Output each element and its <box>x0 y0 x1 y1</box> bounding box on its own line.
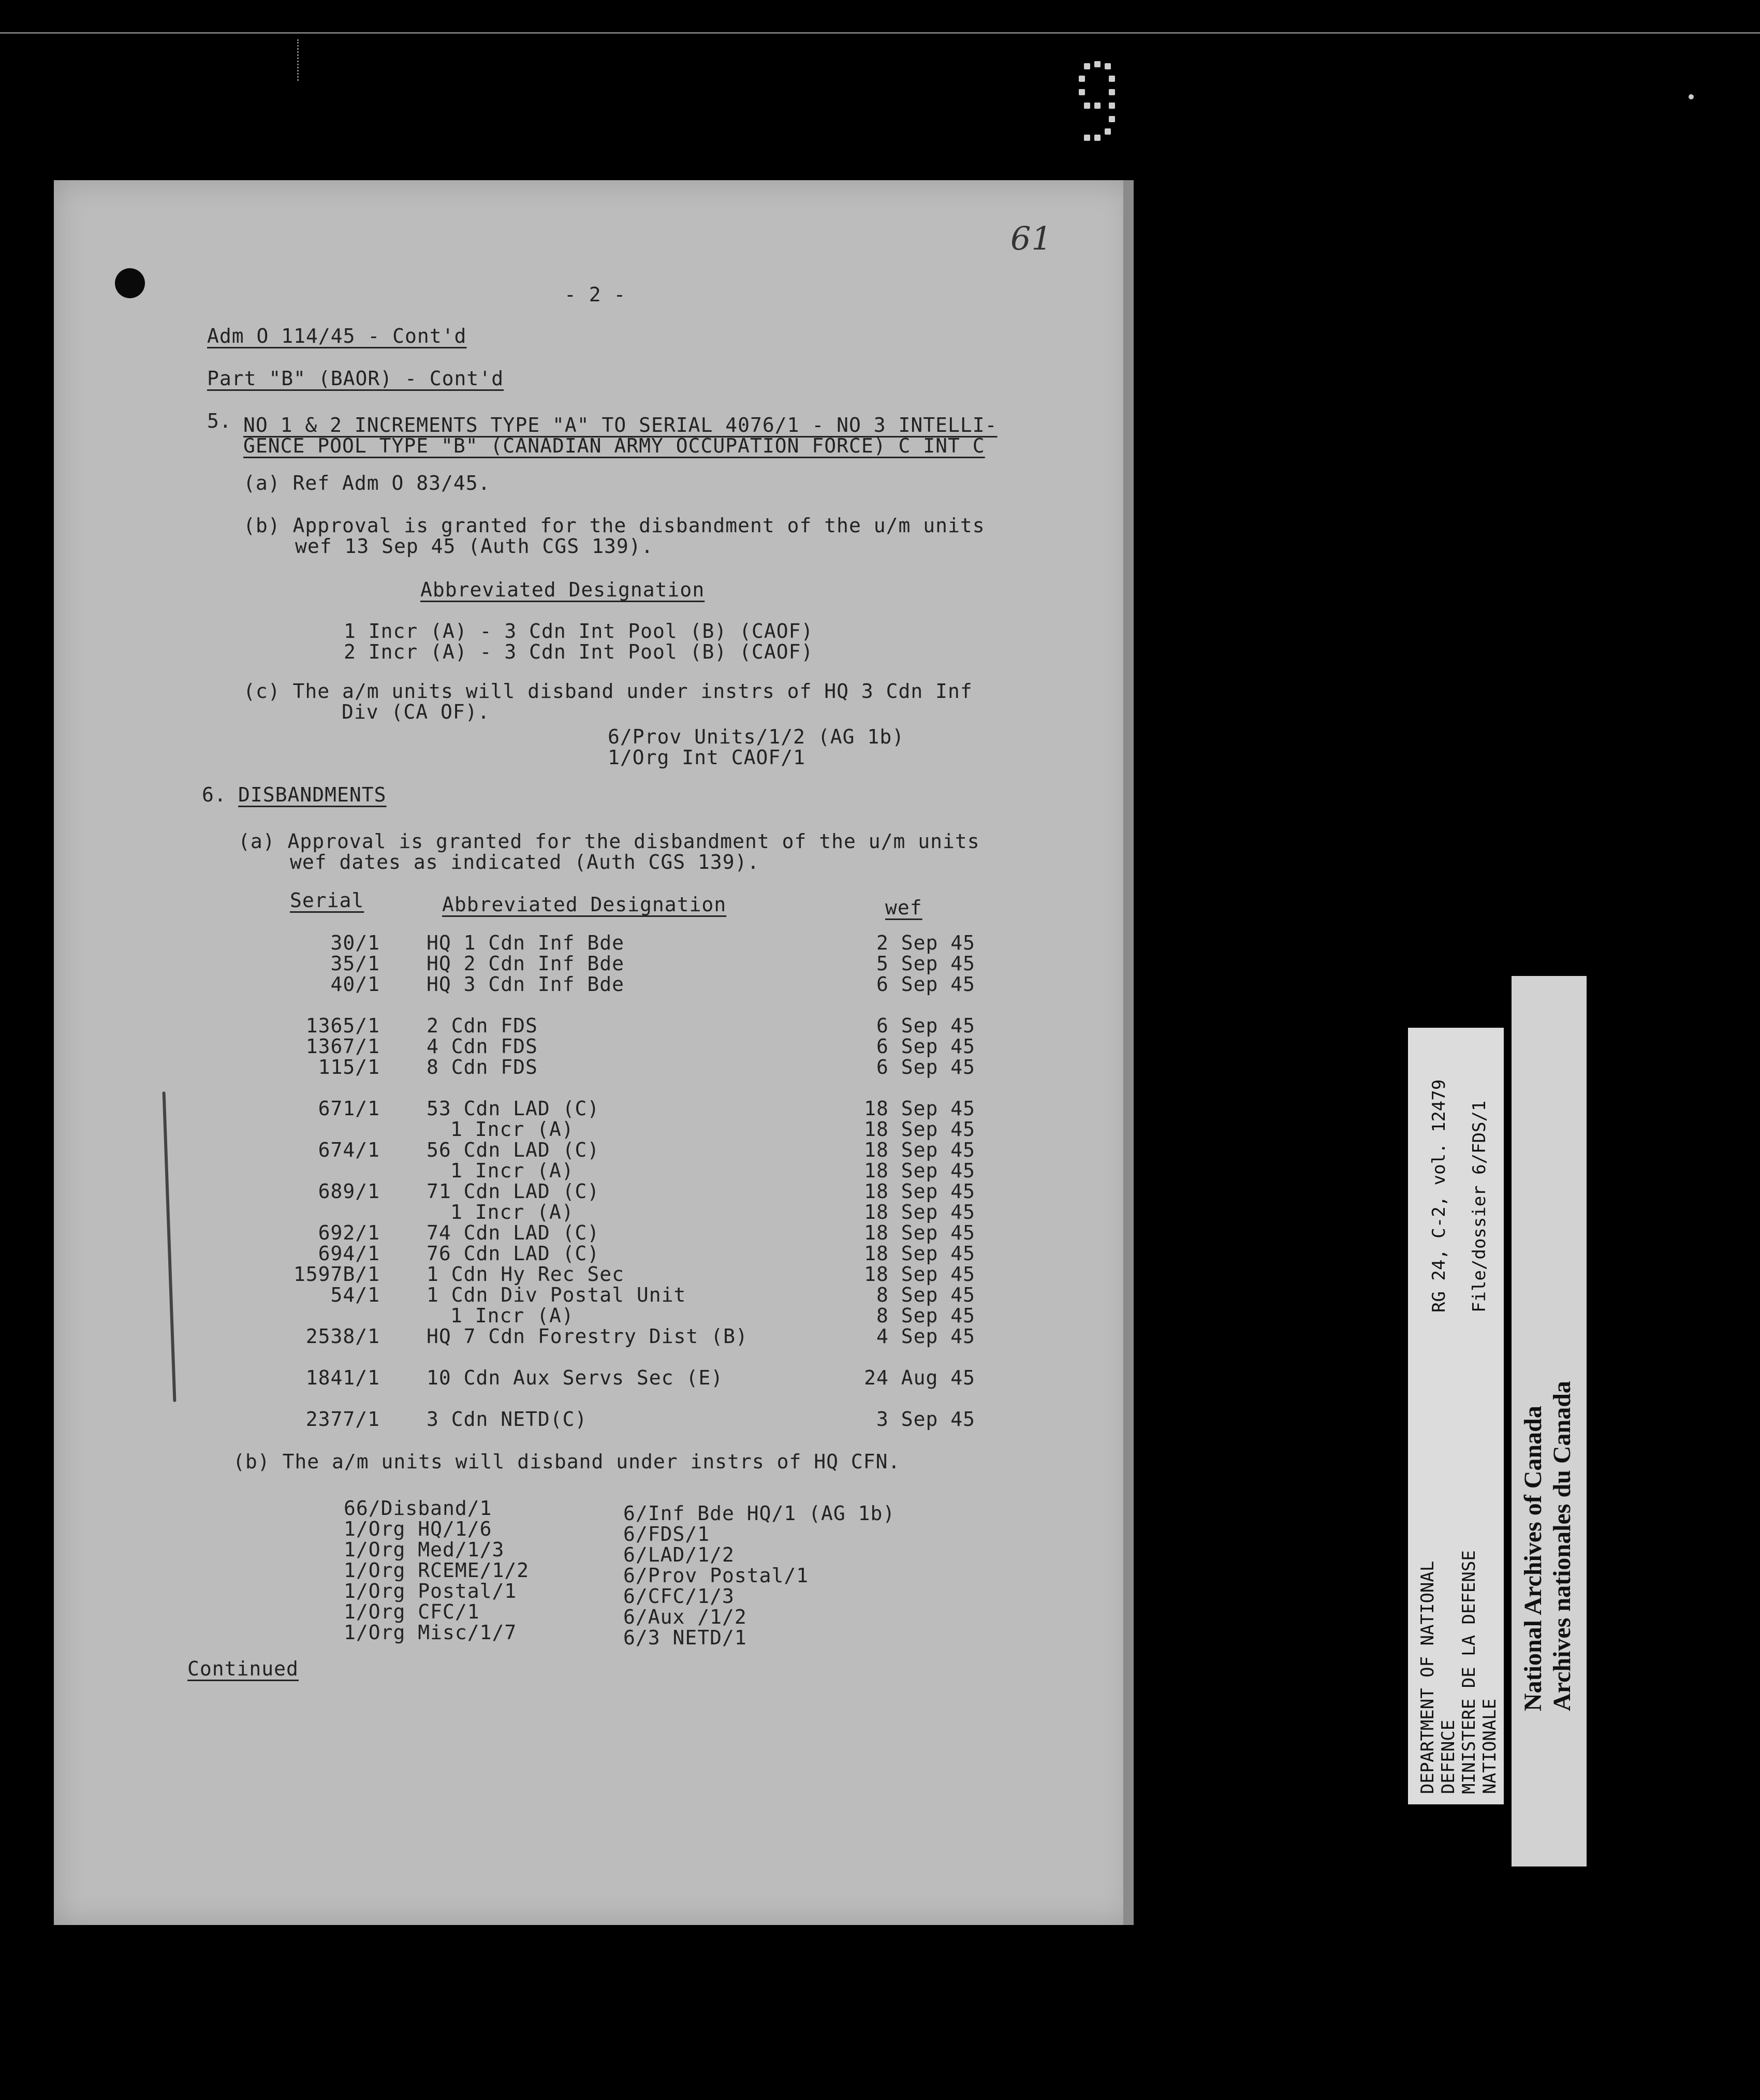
table-cell-designation: 71 Cdn LAD (C) <box>427 1180 600 1203</box>
table-cell-serial: 1367/1 <box>305 1035 380 1058</box>
section6-item-a-line1: (a) Approval is granted for the disbandment of the u/m units <box>238 830 980 853</box>
handwritten-folio: 61 <box>1010 220 1052 257</box>
table-cell-wef: 18 Sep 45 <box>864 1221 975 1244</box>
table-cell-serial: 694/1 <box>318 1242 380 1265</box>
table-cell-wef: 18 Sep 45 <box>864 1139 975 1161</box>
table-cell-wef: 4 Sep 45 <box>876 1325 975 1348</box>
table-cell-serial: 115/1 <box>318 1056 380 1078</box>
file-dossier-line: File/dossier 6/FDS/1 <box>1469 1100 1490 1312</box>
file-ref: 1/Org Med/1/3 <box>344 1538 505 1561</box>
table-cell-designation: 10 Cdn Aux Servs Sec (E) <box>427 1366 724 1389</box>
section6-heading: DISBANDMENTS <box>238 783 387 806</box>
table-cell-serial: 40/1 <box>330 973 380 996</box>
table-cell-designation: HQ 2 Cdn Inf Bde <box>427 952 625 975</box>
table-cell-serial: 2538/1 <box>305 1325 380 1348</box>
table-cell-wef: 6 Sep 45 <box>876 1014 975 1037</box>
file-ref: 6/3 NETD/1 <box>623 1626 747 1649</box>
column-header-designation: Abbreviated Designation <box>442 893 727 916</box>
table-cell-wef: 18 Sep 45 <box>864 1118 975 1141</box>
margin-pen-mark <box>163 1091 177 1402</box>
table-cell-designation: 1 Cdn Hy Rec Sec <box>427 1263 625 1286</box>
file-ref: 1/Org CFC/1 <box>344 1600 480 1623</box>
section5-unit: 1 Incr (A) - 3 Cdn Int Pool (B) (CAOF) <box>344 620 814 643</box>
section5-item-b-line1: (b) Approval is granted for the disbandment of the u/m units <box>243 514 985 537</box>
record-group-line: RG 24, C-2, vol. 12479 <box>1429 1079 1449 1312</box>
table-cell-wef: 5 Sep 45 <box>876 952 975 975</box>
file-ref: 6/Prov Postal/1 <box>623 1564 809 1587</box>
department-line: MINISTERE DE LA DEFENSE <box>1459 1550 1479 1794</box>
section5-file-ref: 1/Org Int CAOF/1 <box>608 746 806 769</box>
file-ref: 6/Aux /1/2 <box>623 1606 747 1628</box>
table-cell-serial: 674/1 <box>318 1139 380 1161</box>
table-cell-wef: 24 Aug 45 <box>864 1366 975 1389</box>
table-cell-wef: 18 Sep 45 <box>864 1201 975 1223</box>
table-cell-serial: 1597B/1 <box>293 1263 380 1286</box>
table-cell-serial: 54/1 <box>330 1284 380 1306</box>
document-page <box>54 180 1134 1925</box>
table-cell-wef: 18 Sep 45 <box>864 1242 975 1265</box>
section6-number: 6. <box>202 783 227 806</box>
punch-hole <box>115 268 145 298</box>
reference-line: Adm O 114/45 - Cont'd <box>207 325 467 347</box>
section5-heading-line2: GENCE POOL TYPE "B" (CANADIAN ARMY OCCUPATION FORCE) C INT C <box>243 434 985 457</box>
table-cell-wef: 18 Sep 45 <box>864 1159 975 1182</box>
table-cell-serial: 692/1 <box>318 1221 380 1244</box>
part-line: Part "B" (BAOR) - Cont'd <box>207 367 504 390</box>
section5-item-c-line1: (c) The a/m units will disband under instrs of HQ 3 Cdn Inf <box>243 680 973 703</box>
table-cell-designation: 1 Incr (A) <box>450 1159 574 1182</box>
table-cell-designation: 4 Cdn FDS <box>427 1035 538 1058</box>
file-ref: 1/Org Postal/1 <box>344 1580 517 1602</box>
table-cell-designation: 3 Cdn NETD(C) <box>427 1408 588 1431</box>
table-cell-designation: 76 Cdn LAD (C) <box>427 1242 600 1265</box>
column-header-wef: wef <box>885 896 922 919</box>
page-edge <box>1123 180 1134 1925</box>
table-cell-designation: HQ 3 Cdn Inf Bde <box>427 973 625 996</box>
table-cell-wef: 3 Sep 45 <box>876 1408 975 1431</box>
section5-heading-line1: NO 1 & 2 INCREMENTS TYPE "A" TO SERIAL 4076/1 - NO 3 INTELLI- <box>243 414 998 436</box>
file-ref: 1/Org RCEME/1/2 <box>344 1559 530 1582</box>
table-cell-designation: HQ 7 Cdn Forestry Dist (B) <box>427 1325 748 1348</box>
file-ref: 1/Org Misc/1/7 <box>344 1621 517 1644</box>
table-cell-serial: 1365/1 <box>305 1014 380 1037</box>
institution-name-en: National Archives of Canada <box>1519 1406 1547 1711</box>
film-top-line <box>0 32 1760 34</box>
table-cell-serial: 30/1 <box>330 931 380 954</box>
table-cell-designation: 2 Cdn FDS <box>427 1014 538 1037</box>
table-cell-designation: 74 Cdn LAD (C) <box>427 1221 600 1244</box>
section6-item-b: (b) The a/m units will disband under instrs of HQ CFN. <box>233 1450 901 1473</box>
page-number: - 2 - <box>564 283 626 306</box>
institution-name-fr: Archives nationales du Canada <box>1548 1381 1576 1711</box>
table-cell-wef: 18 Sep 45 <box>864 1263 975 1286</box>
table-cell-wef: 8 Sep 45 <box>876 1284 975 1306</box>
table-cell-serial: 1841/1 <box>305 1366 380 1389</box>
file-ref: 1/Org HQ/1/6 <box>344 1518 492 1540</box>
section6-item-a-line2: wef dates as indicated (Auth CGS 139). <box>290 851 760 873</box>
table-cell-designation: 1 Cdn Div Postal Unit <box>427 1284 686 1306</box>
department-line: DEFENCE <box>1438 1719 1459 1794</box>
file-ref: 6/FDS/1 <box>623 1523 710 1545</box>
table-cell-wef: 2 Sep 45 <box>876 931 975 954</box>
film-speck <box>1689 94 1694 99</box>
column-header-serial: Serial <box>290 889 364 912</box>
film-frame-mark <box>1077 61 1118 144</box>
table-cell-designation: 1 Incr (A) <box>450 1201 574 1223</box>
section5-unit: 2 Incr (A) - 3 Cdn Int Pool (B) (CAOF) <box>344 640 814 663</box>
table-cell-designation: HQ 1 Cdn Inf Bde <box>427 931 625 954</box>
table-cell-designation: 1 Incr (A) <box>450 1118 574 1141</box>
table-cell-wef: 6 Sep 45 <box>876 1035 975 1058</box>
continued-note: Continued <box>187 1657 299 1680</box>
department-line: NATIONALE <box>1479 1698 1500 1794</box>
section5-abbrev-heading: Abbreviated Designation <box>420 578 705 601</box>
section5-file-ref: 6/Prov Units/1/2 (AG 1b) <box>608 725 905 748</box>
file-ref: 6/LAD/1/2 <box>623 1543 735 1566</box>
department-line: DEPARTMENT OF NATIONAL <box>1417 1561 1438 1794</box>
section5-item-b-line2: wef 13 Sep 45 (Auth CGS 139). <box>295 535 654 558</box>
film-edge-mark <box>297 39 302 81</box>
table-cell-wef: 6 Sep 45 <box>876 973 975 996</box>
table-cell-serial: 689/1 <box>318 1180 380 1203</box>
table-cell-wef: 18 Sep 45 <box>864 1097 975 1120</box>
file-ref: 6/CFC/1/3 <box>623 1585 735 1608</box>
table-cell-designation: 53 Cdn LAD (C) <box>427 1097 600 1120</box>
file-ref: 66/Disband/1 <box>344 1497 492 1520</box>
section5-number: 5. <box>207 410 232 432</box>
table-cell-wef: 8 Sep 45 <box>876 1304 975 1327</box>
table-cell-wef: 18 Sep 45 <box>864 1180 975 1203</box>
table-cell-designation: 56 Cdn LAD (C) <box>427 1139 600 1161</box>
table-cell-designation: 8 Cdn FDS <box>427 1056 538 1078</box>
table-cell-serial: 671/1 <box>318 1097 380 1120</box>
archive-institution-label <box>1512 976 1587 1866</box>
table-cell-designation: 1 Incr (A) <box>450 1304 574 1327</box>
archive-reference-label <box>1408 1028 1504 1804</box>
table-cell-wef: 6 Sep 45 <box>876 1056 975 1078</box>
table-cell-serial: 2377/1 <box>305 1408 380 1431</box>
file-ref: 6/Inf Bde HQ/1 (AG 1b) <box>623 1502 896 1525</box>
section5-item-a: (a) Ref Adm O 83/45. <box>243 472 491 494</box>
section5-item-c-line2: Div (CA OF). <box>342 701 490 723</box>
table-cell-serial: 35/1 <box>330 952 380 975</box>
